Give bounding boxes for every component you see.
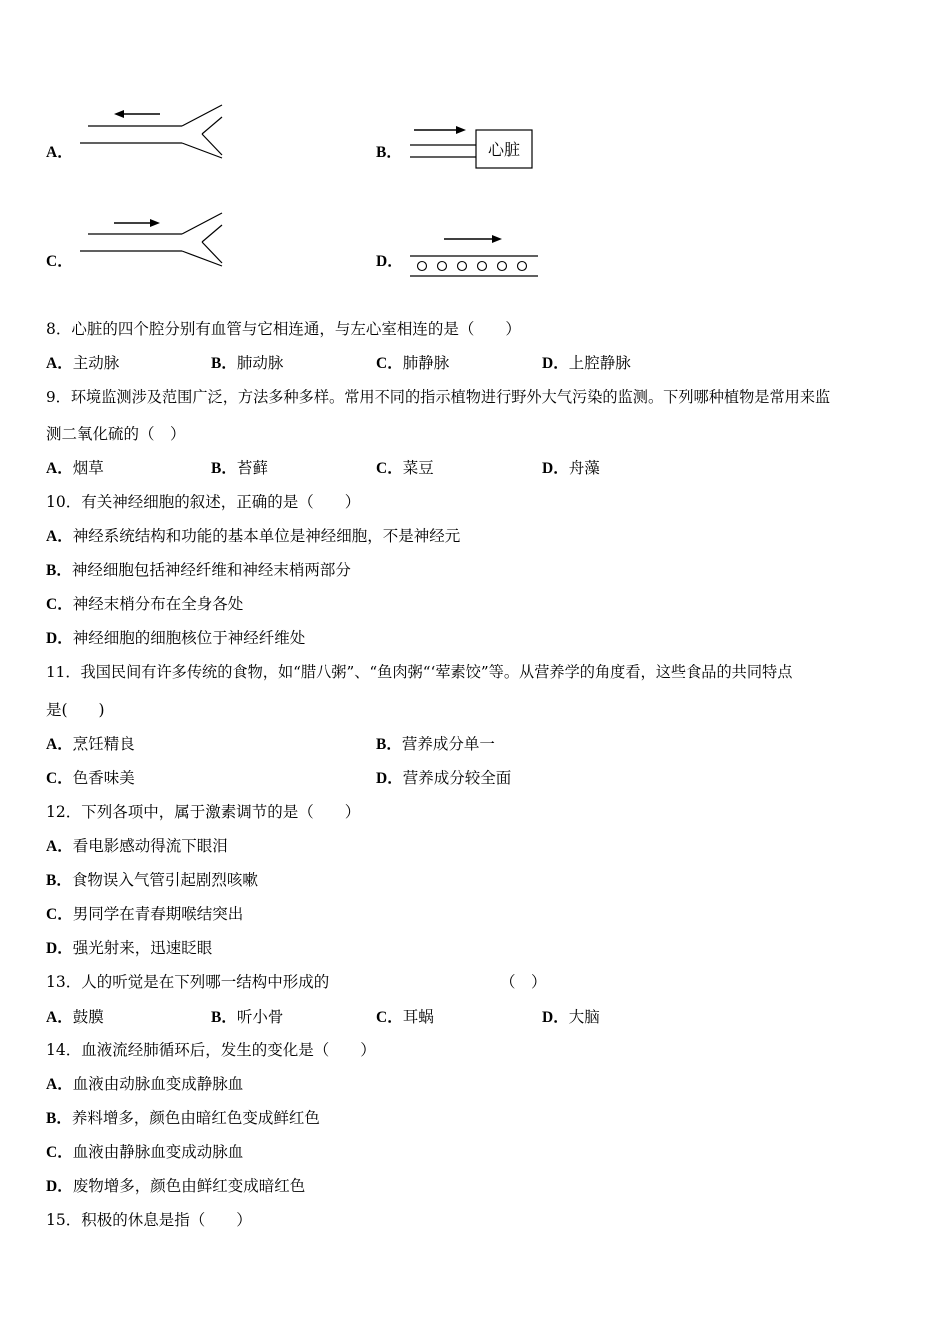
- q10-stem: 10．有关神经细胞的叙述，正确的是（ ）: [46, 493, 361, 511]
- q9-option-c[interactable]: C．菜豆: [376, 459, 434, 477]
- q9-option-a[interactable]: A．烟草: [46, 459, 104, 477]
- q12-stem: 12．下列各项中，属于激素调节的是（ ）: [46, 803, 361, 821]
- q14-option-a[interactable]: A．血液由动脉血变成静脉血: [46, 1075, 244, 1093]
- figure-d-capillary-diagram: [406, 228, 546, 280]
- q13-option-a[interactable]: A．鼓膜: [46, 1008, 104, 1026]
- q14-option-c[interactable]: C．血液由静脉血变成动脉血: [46, 1143, 244, 1161]
- figure-b-label: B．: [376, 144, 402, 161]
- q11-stem-line2: 是( ): [46, 701, 105, 719]
- q9-option-d[interactable]: D．舟藻: [542, 459, 600, 477]
- figure-c-vessel-diagram: [76, 208, 236, 270]
- q10-option-b[interactable]: B．神经细胞包括神经纤维和神经末梢两部分: [46, 561, 351, 579]
- q10-option-a[interactable]: A．神经系统结构和功能的基本单位是神经细胞，不是神经元: [46, 527, 461, 545]
- q8-option-a[interactable]: A．主动脉: [46, 354, 120, 372]
- heart-box-text: 心脏: [487, 140, 521, 159]
- q14-option-b[interactable]: B．养料增多，颜色由暗红色变成鲜红色: [46, 1109, 320, 1127]
- q11-option-b[interactable]: B．营养成分单一: [376, 735, 495, 753]
- q13-answer-paren: （ ）: [500, 973, 547, 991]
- figure-c-label: C．: [46, 253, 73, 270]
- q8-option-d[interactable]: D．上腔静脉: [542, 354, 631, 372]
- q11-option-a[interactable]: A．烹饪精良: [46, 735, 135, 753]
- figure-a-vessel-diagram: [76, 100, 236, 162]
- q9-stem-line2: 测二氧化硫的（ ）: [46, 425, 186, 443]
- q11-option-c[interactable]: C．色香味美: [46, 769, 135, 787]
- figure-b-heart-diagram: [406, 120, 536, 172]
- q12-option-c[interactable]: C．男同学在青春期喉结突出: [46, 905, 244, 923]
- q8-stem: 8．心脏的四个腔分别有血管与它相连通，与左心室相连的是（ ）: [46, 320, 521, 338]
- figure-a-label: A．: [46, 144, 73, 161]
- figure-d-label: D．: [376, 253, 403, 270]
- q15-stem: 15．积极的休息是指（ ）: [46, 1211, 252, 1229]
- q12-option-b[interactable]: B．食物误入气管引起剧烈咳嗽: [46, 871, 258, 889]
- q9-stem-line1: 9．环境监测涉及范围广泛，方法多种多样。常用不同的指示植物进行野外大气污染的监测。下列哪种植物是常用来监: [46, 388, 831, 406]
- q13-stem: 13．人的听觉是在下列哪一结构中形成的: [46, 973, 330, 991]
- q13-option-c[interactable]: C．耳蜗: [376, 1008, 434, 1026]
- q11-option-d[interactable]: D．营养成分较全面: [376, 769, 512, 787]
- q12-option-a[interactable]: A．看电影感动得流下眼泪: [46, 837, 228, 855]
- q14-option-d[interactable]: D．废物增多，颜色由鲜红变成暗红色: [46, 1177, 306, 1195]
- q9-option-b[interactable]: B．苔藓: [211, 459, 268, 477]
- q8-option-c[interactable]: C．肺静脉: [376, 354, 450, 372]
- q13-option-b[interactable]: B．听小骨: [211, 1008, 284, 1026]
- q13-option-d[interactable]: D．大脑: [542, 1008, 600, 1026]
- q14-stem: 14．血液流经肺循环后，发生的变化是（ ）: [46, 1041, 376, 1059]
- q12-option-d[interactable]: D．强光射来，迅速眨眼: [46, 939, 213, 957]
- q11-stem-line1: 11．我国民间有许多传统的食物，如“腊八粥”、“鱼肉粥“‘荤素饺”等。从营养学的角度看，这些食品的共同特点: [46, 663, 793, 681]
- q8-option-b[interactable]: B．肺动脉: [211, 354, 284, 372]
- q10-option-d[interactable]: D．神经细胞的细胞核位于神经纤维处: [46, 629, 306, 647]
- q10-option-c[interactable]: C．神经末梢分布在全身各处: [46, 595, 244, 613]
